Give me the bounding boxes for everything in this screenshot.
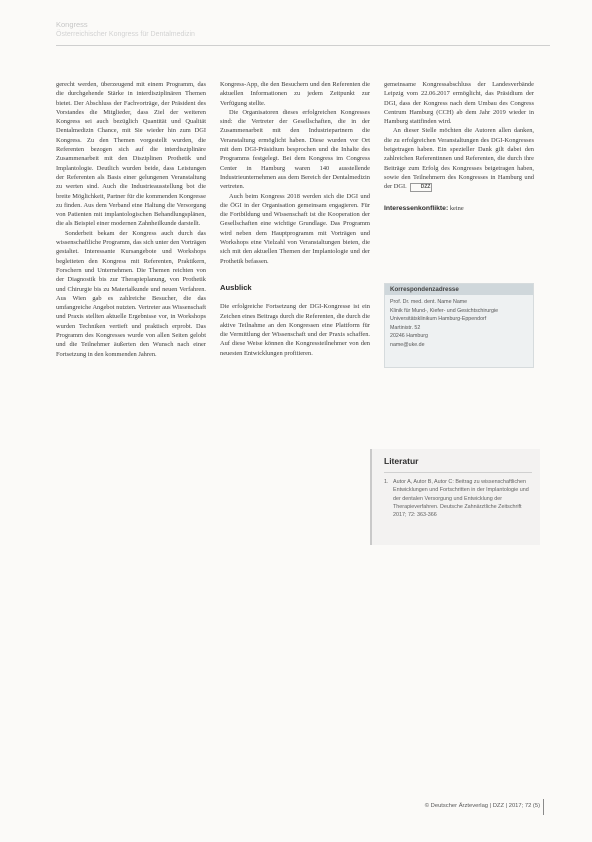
- page-edge-marker: [543, 799, 544, 815]
- end-mark-badge: DZZ: [410, 183, 433, 192]
- body-paragraph: Die Organisatoren dieses erfolgreichen Kongresses sind: die Vertreter der Gesellschaften, die in der Zusammenarbeit mit den Industriepartnern die Veranstaltung ermöglicht haben. Diese wurden vor Ort mit dem DGI-Präsidium besprochen und die Inhalte des Programms festgelegt. Bei dem Kongress im Congress Center in Hamburg waren 140 ausstellende Industrieunternehmen aus dem Bereich der Dentalmedizin vertreten.: [220, 108, 370, 191]
- address-line: 20246 Hamburg: [390, 333, 428, 340]
- literature-heading: Literatur: [384, 456, 419, 466]
- header-subtitle: Österreichischer Kongress für Dentalmedizin: [56, 31, 195, 38]
- column-right: [384, 80, 534, 214]
- column-left: [56, 80, 206, 359]
- literature-divider: [384, 472, 532, 473]
- body-paragraph: gemeinsame Kongressabschluss der Landesverbände Leipzig vom 22.06.2017 ermöglicht, das Präsidium der DGI, dass der Kongress nach dem Umbau des Congress Centrum Hamburg (CCH) ab dem Jahr 2019 wieder in Hamburg stattfinden wird.: [384, 81, 534, 126]
- page-header: [56, 20, 195, 38]
- correspondence-address: [385, 295, 533, 353]
- section-heading-outlook: Ausblick: [220, 282, 252, 292]
- conflict-label: Interessenkonflikte:: [384, 205, 449, 213]
- reference-number: 1.: [384, 479, 389, 485]
- body-paragraph: [384, 126, 534, 192]
- body-paragraph: Die erfolgreiche Fortsetzung der DGI-Kongresse ist ein Zeichen eines Beitrags durch die Referenten, die durch die aktive Teilnahme an den Kongressen eine Plattform für die Vermittlung der Wissenschaft und der Praxis schaffen. Auf diese Weise können die Kongressteilnehmer von den neuesten Entwicklungen profitieren.: [220, 303, 370, 357]
- body-paragraph: gerecht werden, überzeugend mit einem Programm, das die durchgehende Stärke in interdisziplinären Themen bietet. Der Abschluss der Fachvorträge, der Präsident des Vorstandes die Mitglieder, dass Ziel der weiteren Kongress sei auch bezüglich Quantität und Qualität Dentalmedizin Chance, mit Sie wieder hin zum DGI Kongress. Zu den Themen vorgestellt wurden, die Referenten bezogen sich auf die interdisziplinäre Zusammenarbeit mit den Disziplinen Prothetik und Implantologie. Deutlich wurden beide, dass Leistungen der Referenten als Basis einer gelungenen Veranstaltung zu werten sind. Auch die Industrieausstellung bot die breite Möglichkeit, Partner für die kommenden Kongresse zu finden. Aus dem Verband eine Haltung die Versorgung von Patienten mit implantologischen Behandlungsplänen, die als Beispiel einer modernen Zahnheilkunde darstellt.: [56, 81, 206, 228]
- conflict-text: keine: [449, 205, 464, 213]
- address-line: name@uke.de: [390, 341, 425, 348]
- column-middle: [220, 80, 370, 358]
- body-text: An dieser Stelle möchten die Autoren allen danken, die zu erfolgreichen Veranstaltungen des DGI-Kongresses beigetragen haben. Ein spezieller Dank gilt dabei den zahlreichen Referentinnen und Referenten, die durch ihre Beiträge zum Erfolg des Kongresses beigetragen haben, sowie den Teilnehmern des Kongresses in Hamburg und der DGI.: [384, 127, 534, 191]
- correspondence-box: [384, 283, 534, 368]
- correspondence-heading: Korrespondenzadresse: [385, 284, 533, 295]
- body-paragraph: Auch beim Kongress 2018 werden sich die DGI und die ÖGI in der Organisation gemeinsam engagieren. Für die Fortbildung und Wissenschaft ist die Kooperation der Gesellschaften eine wichtige Grundlage. Das Programm wird neben dem Hauptprogramm mit Vorträgen und Workshops eine Vielzahl von Veranstaltungen bieten, die sich mit den aktuellen Themen der Implantologie und der Prothetik befassen.: [220, 192, 370, 265]
- body-paragraph: Kongress-App, die den Besuchern und den Referenten die aktuellen Informationen zu jedem Zeitpunkt zur Verfügung stellte.: [220, 81, 370, 107]
- address-line: Prof. Dr. med. dent. Name Name: [390, 299, 468, 305]
- address-line: Universitätsklinikum Hamburg-Eppendorf: [390, 316, 487, 323]
- reference-text: Autor A, Autor B, Autor C: Beitrag zu wissenschaftlichen Entwicklungen und Fortschritten in der Implantologie und der dentalen Versorgung und Entwicklung der Therapieverfahren. Deutsche Zahnärztliche Zeitschrift 2017; 72: 363-366: [393, 479, 529, 519]
- header-divider: [56, 45, 550, 46]
- header-title: Kongress: [56, 20, 88, 29]
- literature-box: [370, 449, 540, 545]
- body-paragraph: Sonderbeit bekam der Kongress auch durch das wissenschaftliche Programm, das sich unter den Vorträgen gestaltet. Interessante Kursangebote und Workshops begleiteten den Kongress mit Referenten, Praktikern, Forschern und Unternehmen. Die Themen reichten von der Diagnostik bis zur Therapieplanung, von Prothetik und Chirurgie bis zu Materialkunde und neuen Verfahren. Aus Wien gab es zahlreiche Besucher, die das umfangreiche Angebot nutzten. Vertreter aus Wissenschaft und Praxis stellten aktuelle Ergebnisse vor, in Workshops wurden Techniken vertieft und praktisch erprobt. Das Programm des Kongresses wurde von allen Seiten gelobt und die Teilnehmer äußerten den Wunsch nach einer Fortsetzung in den kommenden Jahren.: [56, 229, 206, 358]
- address-line: Martinistr. 52: [390, 324, 421, 331]
- page-footer: © Deutscher Ärzteverlag | DZZ | 2017; 72 (5): [424, 803, 540, 809]
- reference-item: [384, 478, 534, 519]
- address-line: Klinik für Mund-, Kiefer- und Gesichtschirurgie: [390, 307, 499, 314]
- conflict-of-interest: [384, 204, 534, 213]
